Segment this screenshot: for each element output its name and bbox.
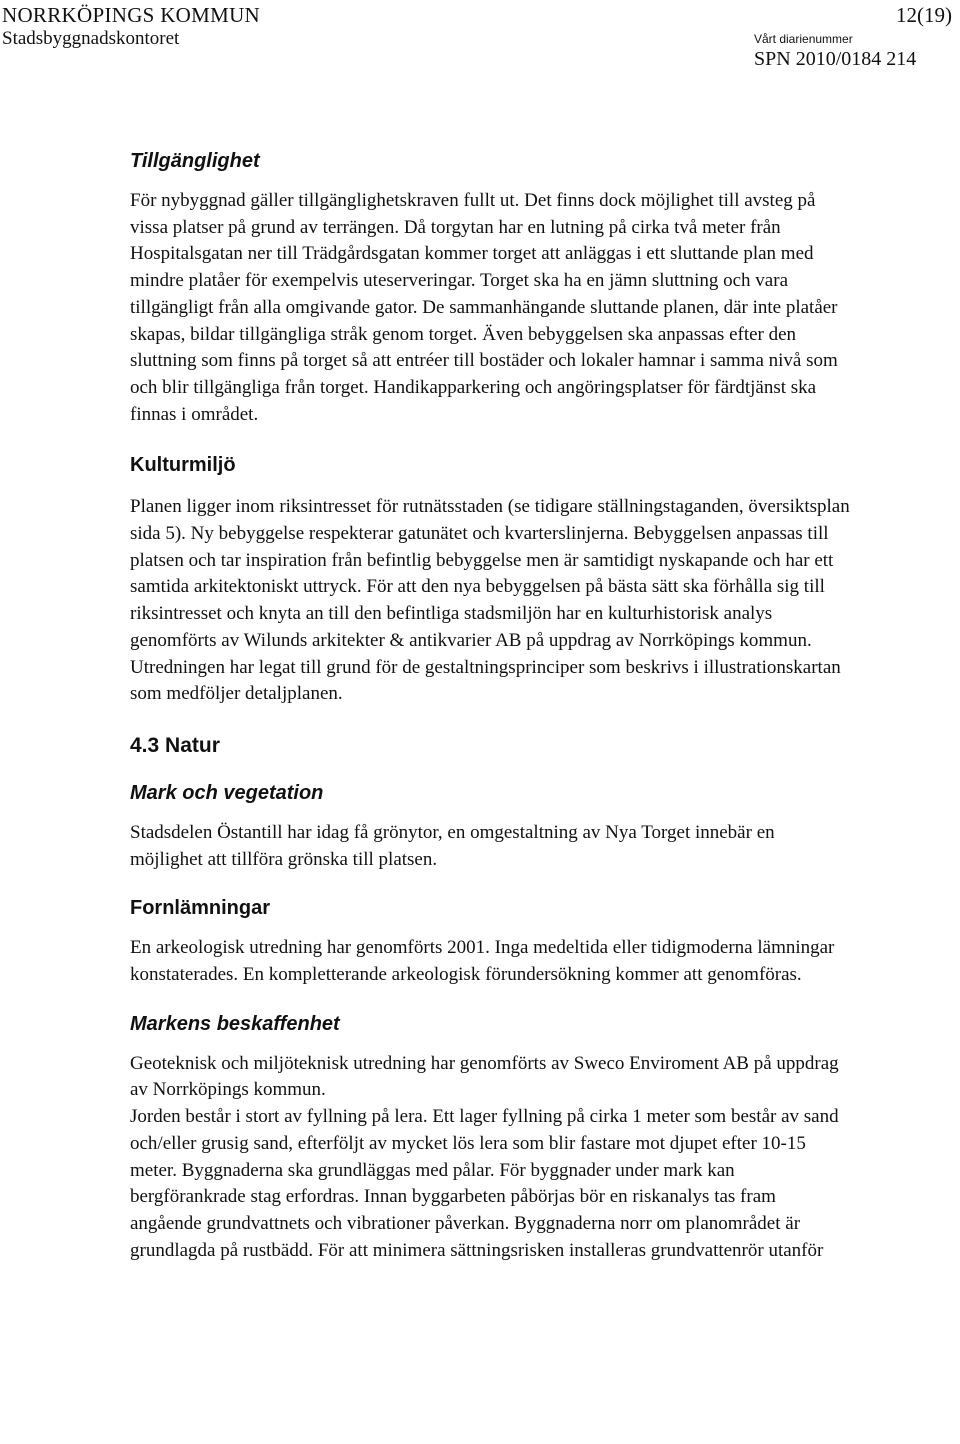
heading-mark-och-vegetation: Mark och vegetation <box>130 781 324 804</box>
paragraph-mark-och-vegetation: Stadsdelen Östantill har idag få grönytor, en omgestaltning av Nya Torget innebär en möjlighet att tillföra grönska till platsen. <box>130 821 775 870</box>
paragraph-markens-beskaffenhet-1: Geoteknisk och miljöteknisk utredning har genomförts av Sweco Enviroment AB på uppdrag av Norrköpings kommun. <box>130 1052 839 1101</box>
heading-natur: 4.3 Natur <box>130 733 220 757</box>
organization-name: NORRKÖPINGS KOMMUN <box>2 3 261 27</box>
paragraph-kulturmiljo: Planen ligger inom riksintresset för rutnätsstaden (se tidigare ställningstaganden, översiktsplan sida 5). Ny bebyggelse respekterar gatunätet och kvarterslinjerna. Bebyggelsen anpassas till platsen och tar inspiration från befintlig bebyggelse men är samtidigt nyskapande och har ett samtida arkitektoniskt uttryck. För att den nya bebyggelsen på bästa sätt ska förhålla sig till riksintresset och knyta an till den befintliga stadsmiljön har en kulturhistorisk analys genomförts av Wilunds arkitekter & antikvarier AB på uppdrag av Norrköpings kommun. Utredningen har legat till grund för de gestaltningsprinciper som beskrivs i illustrationskartan som medföljer detaljplanen. <box>130 496 850 705</box>
page-header <box>0 3 960 29</box>
page-number: 12(19) <box>896 3 952 27</box>
heading-fornlamningar: Fornlämningar <box>130 897 271 920</box>
department-name: Stadsbyggnadskontoret <box>2 28 180 49</box>
reference-number: SPN 2010/0184 214 <box>754 48 917 70</box>
document-body <box>130 148 850 1264</box>
heading-tillganglighet: Tillgänglighet <box>130 150 260 172</box>
heading-kulturmiljo: Kulturmiljö <box>130 454 236 477</box>
page-subheader <box>0 28 960 98</box>
paragraph-markens-beskaffenhet-2: Jorden består i stort av fyllning på lera. Ett lager fyllning på cirka 1 meter som består av sand och/eller grusig sand, efterföljt av mycket lös lera som blir fastare mot djupet efter 10-15 meter. Byggnaderna ska grundläggas med pålar. För byggnader under mark kan bergförankrade stag erfordras. Innan byggarbeten påbörjas bör en riskanalys tas fram angående grundvattnets och vibrationer påverkan. Byggnaderna norr om planområdet är grundlagda på rustbädd. För att minimera sättningsrisken installeras grundvattenrör utanför <box>130 1106 839 1261</box>
paragraph-fornlamningar: En arkeologisk utredning har genomförts 2001. Inga medeltida eller tidigmoderna lämningar konstaterades. En kompletterande arkeologisk förundersökning kommer att genomföras. <box>130 937 835 986</box>
paragraph-tillganglighet: För nybyggnad gäller tillgänglighetskraven fullt ut. Det finns dock möjlighet till avsteg på vissa platser på grund av terrängen. Då torgytan har en lutning på cirka två meter från Hospitalsgatan ner till Trädgårdsgatan kommer torget att anläggas i ett sluttande plan med mindre platåer för exempelvis uteserveringar. Torget ska ha en jämn sluttning och vara tillgängligt från alla omgivande gator. De sammanhängande sluttande planen, där inte platåer skapas, bildar tillgängliga stråk genom torget. Även bebyggelsen ska anpassas efter den sluttning som finns på torget så att entréer till bostäder och lokaler hamnar i samma nivå som och blir tillgängliga från torget. Handikapparkering och angöringsplatser för färdtjänst ska finnas i området. <box>130 190 838 425</box>
reference-label: Vårt diarienummer <box>754 32 853 46</box>
heading-markens-beskaffenhet: Markens beskaffenhet <box>130 1012 340 1035</box>
